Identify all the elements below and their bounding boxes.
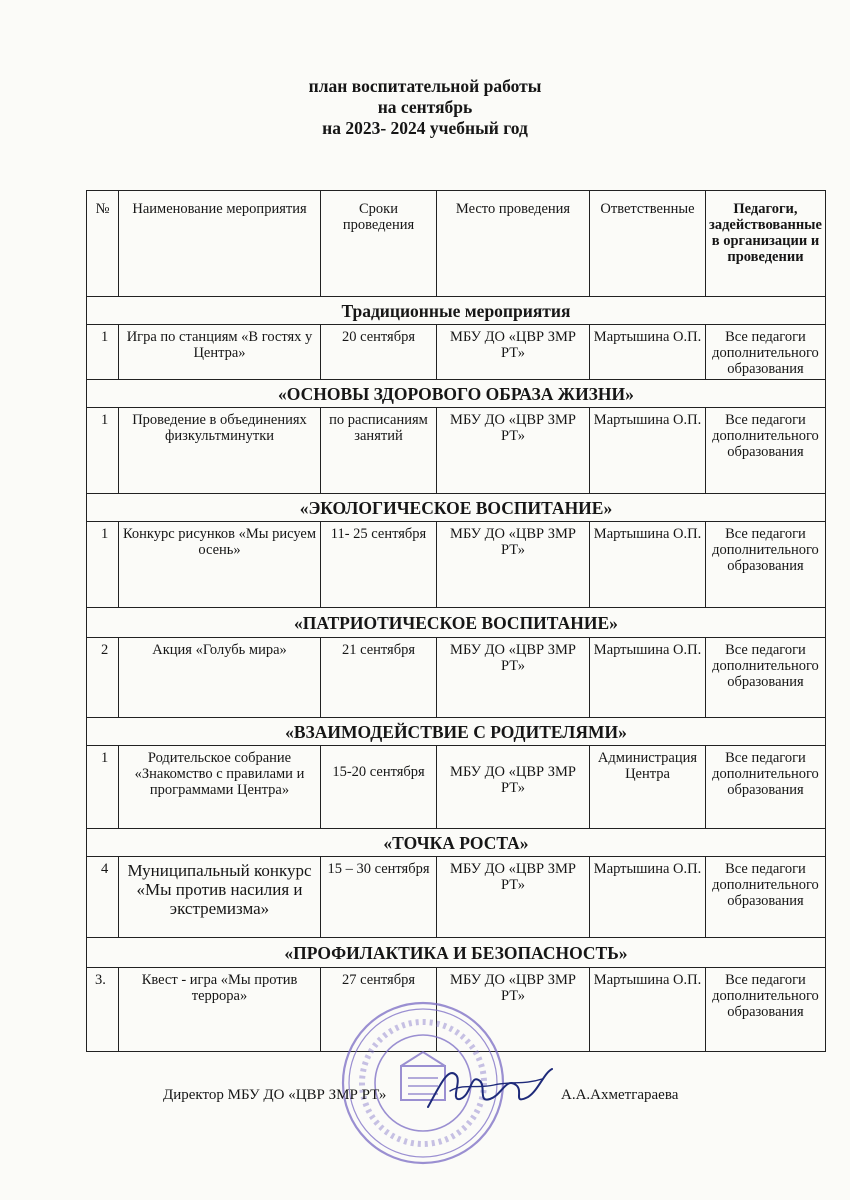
cell-place: МБУ ДО «ЦВР ЗМР РТ» — [437, 968, 590, 1052]
cell-place: МБУ ДО «ЦВР ЗМР РТ» — [437, 746, 590, 829]
cell-dates: 27 сентября — [321, 968, 437, 1052]
header-row — [87, 191, 826, 297]
cell-teachers: Все педагоги дополнительного образования — [706, 522, 826, 608]
cell-name — [119, 857, 321, 938]
cell-dates: 21 сентября — [321, 638, 437, 718]
header-place: Место проведения — [437, 191, 590, 297]
title-line-3: на 2023- 2024 учебный год — [322, 118, 528, 138]
section-title: «ТОЧКА РОСТА» — [87, 829, 826, 857]
cell-num: 1 — [87, 746, 119, 829]
title-line-1: план воспитательной работы — [308, 76, 542, 96]
section-heading — [87, 938, 826, 968]
cell-dates: по расписаниям занятий — [321, 408, 437, 494]
section-heading — [87, 718, 826, 746]
section-title: «ЭКОЛОГИЧЕСКОЕ ВОСПИТАНИЕ» — [87, 494, 826, 522]
cell-name: Проведение в объединениях физкультминутки — [119, 408, 321, 494]
cell-teachers: Все педагоги дополнительного образования — [706, 857, 826, 938]
signature-stroke-main — [428, 1069, 552, 1107]
cell-teachers: Все педагоги дополнительного образования — [706, 638, 826, 718]
cell-responsible: Мартышина О.П. — [590, 325, 706, 380]
director-label: Директор МБУ ДО «ЦВР ЗМР РТ» — [163, 1087, 387, 1103]
cell-dates: 15 – 30 сентября — [321, 857, 437, 938]
header-name: Наименование мероприятия — [119, 191, 321, 297]
document-title — [0, 76, 850, 139]
cell-name: Акция «Голубь мира» — [119, 638, 321, 718]
table-row — [87, 522, 826, 608]
header-num: № — [87, 191, 119, 297]
cell-teachers: Все педагоги дополнительного образования — [706, 746, 826, 829]
cell-num: 1 — [87, 408, 119, 494]
cell-dates: 20 сентября — [321, 325, 437, 380]
cell-teachers: Все педагоги дополнительного образования — [706, 968, 826, 1052]
cell-place: МБУ ДО «ЦВР ЗМР РТ» — [437, 408, 590, 494]
section-title: «ОСНОВЫ ЗДОРОВОГО ОБРАЗА ЖИЗНИ» — [87, 380, 826, 408]
cell-name-line-2: «Мы против насилия и экстремизма» — [136, 880, 303, 918]
table-row — [87, 857, 826, 938]
cell-name-line-1: Муниципальный конкурс — [127, 861, 312, 880]
section-heading — [87, 380, 826, 408]
cell-responsible: Администрация Центра — [590, 746, 706, 829]
table-row — [87, 325, 826, 380]
table-row — [87, 408, 826, 494]
cell-responsible: Мартышина О.П. — [590, 522, 706, 608]
cell-num: 2 — [87, 638, 119, 718]
title-line-2: на сентябрь — [377, 97, 473, 117]
cell-dates: 11- 25 сентября — [321, 522, 437, 608]
cell-responsible: Мартышина О.П. — [590, 857, 706, 938]
section-heading — [87, 494, 826, 522]
cell-num: 3. — [87, 968, 119, 1052]
cell-dates: 15-20 сентября — [321, 746, 437, 829]
cell-place: МБУ ДО «ЦВР ЗМР РТ» — [437, 857, 590, 938]
header-dates: Сроки проведения — [321, 191, 437, 297]
plan-table — [86, 190, 826, 1052]
cell-teachers: Все педагоги дополнительного образования — [706, 325, 826, 380]
cell-place: МБУ ДО «ЦВР ЗМР РТ» — [437, 638, 590, 718]
cell-num: 4 — [87, 857, 119, 938]
table-row — [87, 746, 826, 829]
cell-name: Конкурс рисунков «Мы рисуем осень» — [119, 522, 321, 608]
header-teachers: Педагоги, задействованные в организации и проведении — [706, 191, 826, 297]
cell-place: МБУ ДО «ЦВР ЗМР РТ» — [437, 522, 590, 608]
cell-name: Квест - игра «Мы против террора» — [119, 968, 321, 1052]
section-heading — [87, 297, 826, 325]
signature-stroke-underline — [450, 1079, 542, 1091]
cell-responsible: Мартышина О.П. — [590, 968, 706, 1052]
section-heading — [87, 608, 826, 638]
table-row — [87, 638, 826, 718]
cell-teachers: Все педагоги дополнительного образования — [706, 408, 826, 494]
cell-place: МБУ ДО «ЦВР ЗМР РТ» — [437, 325, 590, 380]
cell-name: Родительское собрание «Знакомство с правилами и программами Центра» — [119, 746, 321, 829]
cell-num: 1 — [87, 325, 119, 380]
section-title: «ПРОФИЛАКТИКА И БЕЗОПАСНОСТЬ» — [87, 938, 826, 968]
director-name: А.А.Ахметгараева — [561, 1087, 679, 1103]
cell-responsible: Мартышина О.П. — [590, 408, 706, 494]
cell-name: Игра по станциям «В гостях у Центра» — [119, 325, 321, 380]
section-title: «ВЗАИМОДЕЙСТВИЕ С РОДИТЕЛЯМИ» — [87, 718, 826, 746]
cell-responsible: Мартышина О.П. — [590, 638, 706, 718]
section-heading — [87, 829, 826, 857]
cell-num: 1 — [87, 522, 119, 608]
director-signature — [420, 1055, 560, 1125]
header-responsible: Ответственные — [590, 191, 706, 297]
section-title: Традиционные мероприятия — [87, 297, 826, 325]
section-title: «ПАТРИОТИЧЕСКОЕ ВОСПИТАНИЕ» — [87, 608, 826, 638]
